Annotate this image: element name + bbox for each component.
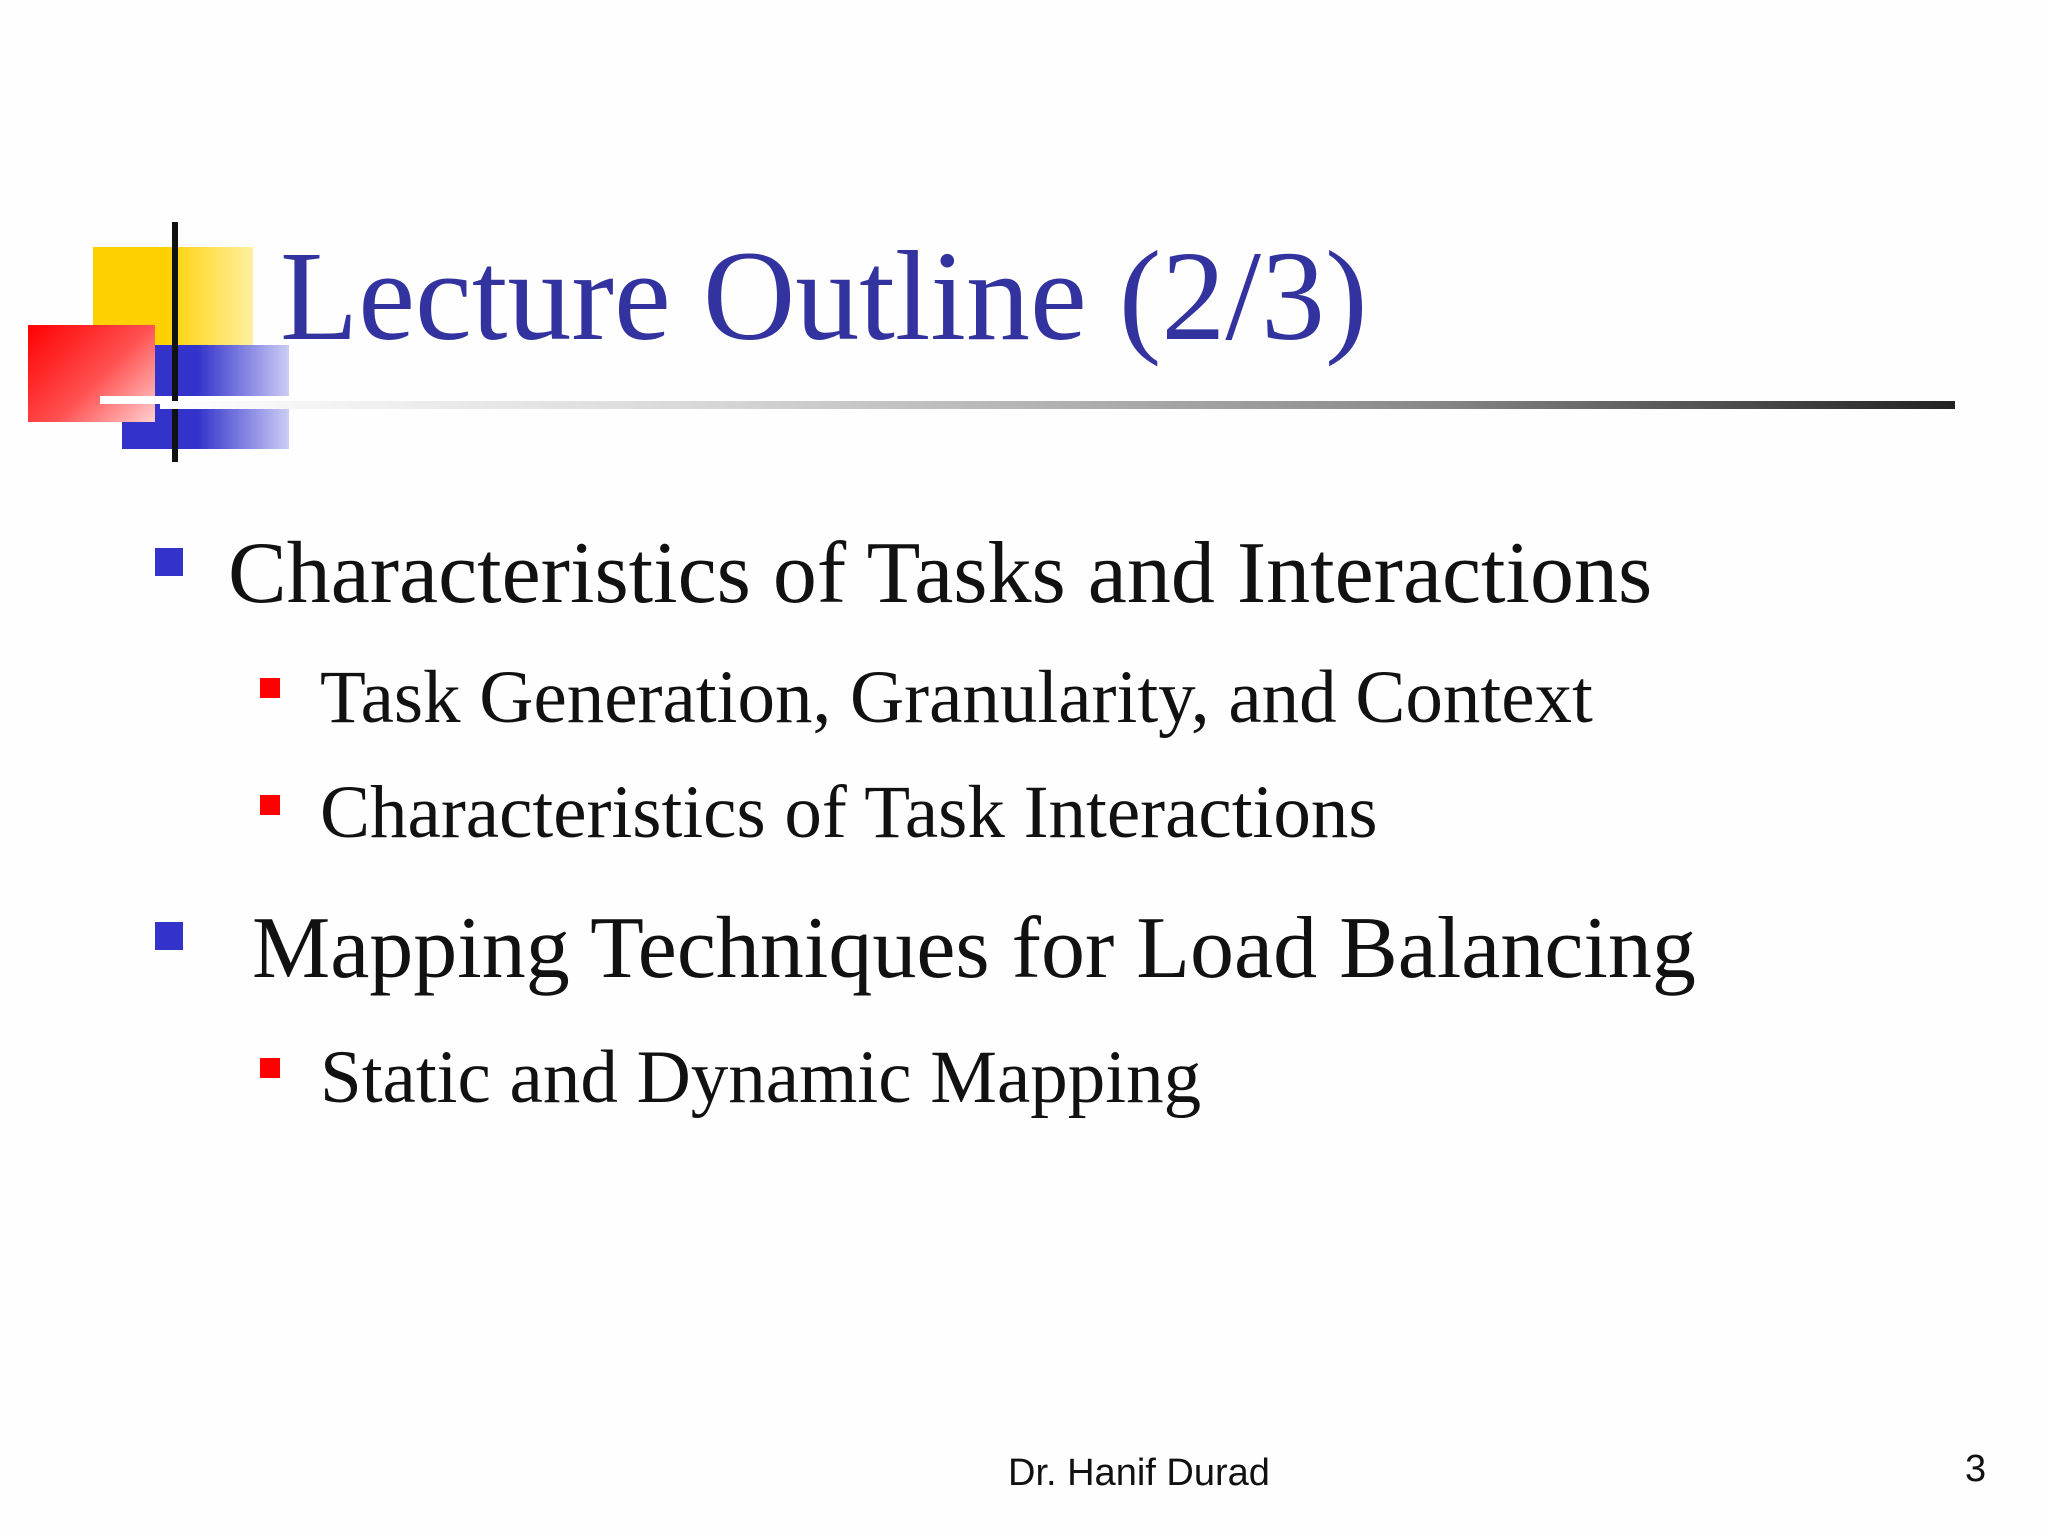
title-underline-rule [160,401,1955,409]
page-number: 3 [1965,1448,1987,1490]
outline-subitem-1-1: Task Generation, Granularity, and Context [320,656,1593,739]
logo-vertical-line [172,222,178,462]
outline-item-1: Characteristics of Tasks and Interactions [228,525,1653,622]
blue-square-bullet-icon [155,922,183,950]
footer-author: Dr. Hanif Durad [1008,1452,1270,1494]
red-square-bullet-icon [260,795,280,815]
slide-title: Lecture Outline (2/3) [280,225,1368,367]
red-square-bullet-icon [260,1058,280,1078]
outline-subitem-1-2: Characteristics of Task Interactions [320,771,1378,854]
red-square-bullet-icon [260,678,280,698]
outline-subitem-2-1: Static and Dynamic Mapping [320,1036,1202,1119]
blue-square-bullet-icon [155,548,183,576]
outline-item-2: Mapping Techniques for Load Balancing [252,900,1696,997]
red-block [28,325,155,422]
